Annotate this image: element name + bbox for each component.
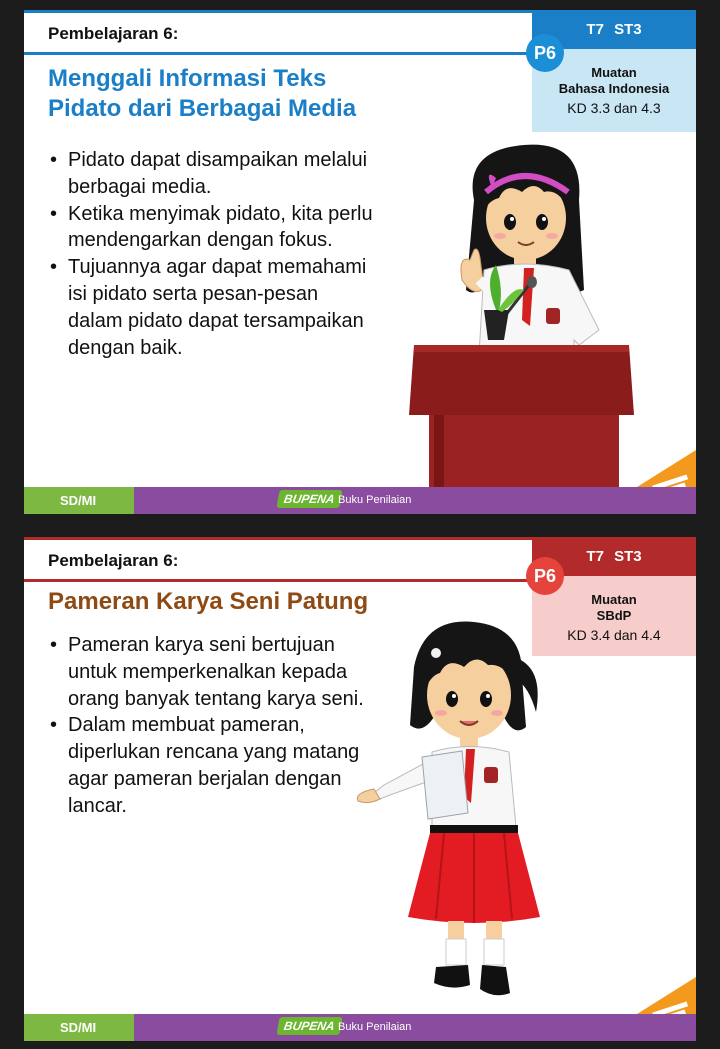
title-line-1: Menggali Informasi Teks <box>48 65 327 92</box>
girl-podium-illustration <box>374 140 696 487</box>
level-label: SD/MI <box>24 487 134 514</box>
muatan-label: Muatan <box>591 592 637 607</box>
subject-name: Bahasa Indonesia <box>558 81 670 96</box>
subject-name: SBdP <box>596 608 632 623</box>
bullet-item: • Tujuannya agar dapat memahami isi pidato serta pesan-pesan dalam pidato dapat tersampaikan dengan baik. <box>48 254 378 361</box>
bullet-item: • Ketika menyimak pidato, kita perlu mendengarkan dengan fokus. <box>48 201 378 255</box>
muatan-label: Muatan <box>591 65 637 80</box>
girl-presenting-illustration <box>344 617 554 1012</box>
bullet-list <box>48 147 378 361</box>
header-underline <box>24 579 534 582</box>
tema-subtema-tag: T7 ST3 <box>532 13 696 49</box>
lesson-label: Pembelajaran 6: <box>48 24 179 43</box>
bullet-item: • Pidato dapat disampaikan melalui berbagai media. <box>48 147 378 201</box>
slide-footer <box>24 487 696 514</box>
lesson-badge: P6 <box>526 557 564 595</box>
kd-label: KD 3.4 dan 4.4 <box>567 627 661 643</box>
book-name: Buku Penilaian <box>338 1021 412 1033</box>
slide-title: Pameran Karya Seni Patung <box>48 588 369 615</box>
lesson-badge: P6 <box>526 34 564 72</box>
lesson-label: Pembelajaran 6: <box>48 551 179 570</box>
title-line-2: Pidato dari Berbagai Media <box>48 95 357 122</box>
publisher-logo: BUPENA <box>276 1017 342 1035</box>
bullet-list <box>48 632 378 820</box>
bullet-item: • Dalam membuat pameran, diperlukan rencana yang matang agar pameran berjalan dengan lancar. <box>48 712 378 819</box>
publisher-logo: BUPENA <box>276 490 342 508</box>
slide-pameran <box>24 537 696 1041</box>
footer-bar <box>134 487 696 514</box>
footer-bar <box>134 1014 696 1041</box>
slide-title <box>48 64 488 124</box>
book-name: Buku Penilaian <box>338 494 412 506</box>
kd-label: KD 3.3 dan 4.3 <box>567 100 661 116</box>
tema-subtema-tag: T7 ST3 <box>532 540 696 576</box>
header-underline <box>24 52 534 55</box>
slide-footer <box>24 1014 696 1041</box>
bullet-item: • Pameran karya seni bertujuan untuk memperkenalkan kepada orang banyak tentang karya seni. <box>48 632 378 712</box>
level-label: SD/MI <box>24 1014 134 1041</box>
slide-pidato <box>24 10 696 514</box>
